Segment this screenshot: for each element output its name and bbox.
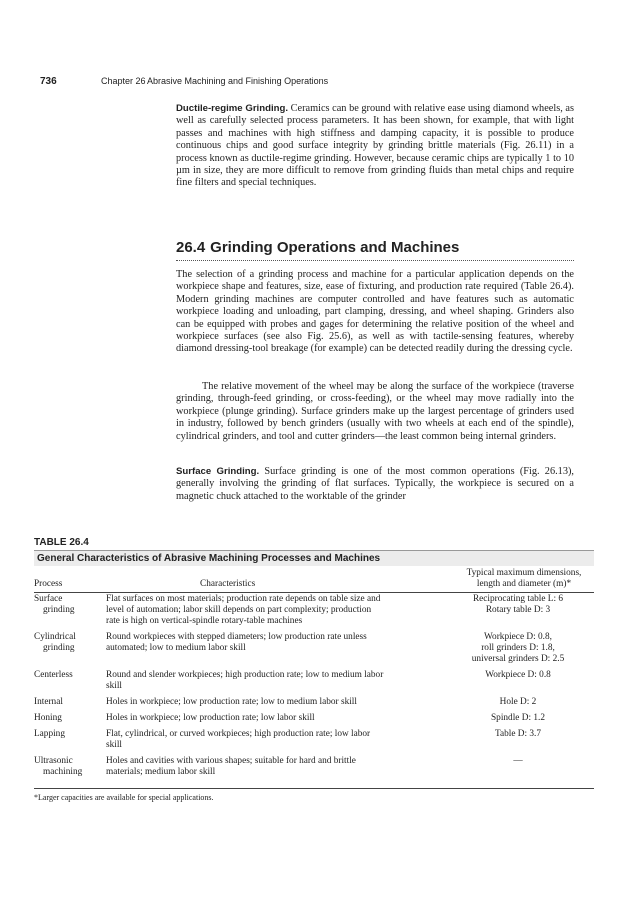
cell-characteristics: Holes and cavities with various shapes; suitable for hard and brittle materials; medium labor skill: [106, 756, 356, 777]
section-title: Grinding Operations and Machines: [210, 239, 460, 256]
paragraph-text: The relative movement of the wheel may be along the surface of the workpiece (traverse grinding, through-feed grinding, or cross-feeding), or the wheel may move radially into the workpiece (plunge grinding). Surface grinders make up the largest percentage of grinders used in industry, followed by bench grinders (usually with two wheels at each end of the spindle), cylindrical grinders, and tool and cutter grinders—the least common being internal grinders.: [176, 381, 574, 442]
paragraph-relative-movement: [176, 381, 574, 443]
cell-characteristics: Holes in workpiece; low production rate; low to medium labor skill: [106, 697, 357, 707]
col-header-dimensions: Typical maximum dimensions, length and diameter (m)*: [466, 568, 582, 589]
section-number: 26.4: [176, 239, 206, 256]
cell-characteristics: Round workpieces with stepped diameters; low production rate unless automated; low to medium labor skill: [106, 632, 367, 653]
cell-characteristics: Holes in workpiece; low production rate; low labor skill: [106, 713, 315, 723]
table-row: [34, 713, 594, 724]
table-header: [34, 570, 594, 593]
table-body: [34, 594, 594, 778]
paragraph-surface-grinding: [176, 466, 574, 503]
cell-dimensions: —: [513, 756, 523, 766]
running-header: [40, 76, 600, 87]
table-caption: General Characteristics of Abrasive Machining Processes and Machines: [34, 550, 594, 566]
cell-characteristics: Flat surfaces on most materials; production rate depends on table size and level of automation; labor skill depends on part complexity; production rate is high on vertical-spindle rotary-table machines: [106, 594, 381, 626]
cell-dimensions: Reciprocating table L: 6 Rotary table D: 3: [472, 594, 564, 615]
paragraph-text: Ceramics can be ground with relative ease using diamond wheels, as well as carefully selected process parameters. It has been shown, for example, that with light passes and machines with high stiffness and damping capacity, it is possible to produce continuous chips and good surface integrity by grinding brittle materials (Fig. 26.11) in a process known as ductile-regime grinding. However, because ceramic chips are typically 1 to 10 µm in size, they are more difficult to remove from grinding fluids than metal chips and require fine filters and special techniques.: [176, 103, 574, 189]
table-row: [34, 756, 594, 778]
cell-process: Honing: [34, 713, 62, 723]
cell-characteristics: Round and slender workpieces; high production rate; low to medium labor skill: [106, 670, 384, 691]
paragraph-text: Surface grinding is one of the most common operations (Fig. 26.13), generally involving the grinding of flat surfaces. Typically, the workpiece is secured on a magnetic chuck attached to the worktable of the grinder: [176, 466, 574, 502]
cell-process: Cylindrical grinding: [34, 632, 76, 653]
chapter-title: Abrasive Machining and Finishing Operations: [147, 76, 329, 86]
cell-dimensions: Workpiece D: 0.8: [485, 670, 551, 680]
table-footnote: *Larger capacities are available for special applications.: [34, 793, 214, 802]
section-heading: [176, 239, 574, 261]
chapter-label: Chapter 26: [101, 76, 146, 86]
runin-heading: Ductile-regime Grinding.: [176, 103, 288, 114]
cell-dimensions: Spindle D: 1.2: [491, 713, 545, 723]
cell-characteristics: Flat, cylindrical, or curved workpieces; high production rate; low labor skill: [106, 729, 371, 750]
col-header-process: Process: [34, 579, 63, 589]
table-label: TABLE 26.4: [34, 537, 89, 548]
table-26-4: [34, 570, 594, 778]
cell-dimensions: Table D: 3.7: [494, 729, 542, 739]
runin-heading: Surface Grinding.: [176, 466, 260, 477]
cell-process: Ultrasonic machining: [34, 756, 83, 777]
col-header-characteristics: Characteristics: [200, 579, 256, 589]
page-number: 736: [40, 76, 57, 87]
cell-process: Surface grinding: [34, 594, 75, 615]
cell-process: Lapping: [34, 729, 65, 739]
cell-process: Centerless: [34, 670, 73, 680]
cell-process: Internal: [34, 697, 63, 707]
table-row: [34, 729, 594, 751]
cell-dimensions: Hole D: 2: [499, 697, 537, 707]
paragraph-selection: The selection of a grinding process and machine for a particular application depends on the workpiece shape and features, size, ease of fixturing, and production rate required (Table 26.4). Modern grinding machines are computer controlled and have features such as automatic workpiece loading and unloading, part clamping, dressing, and wheel shaping. Grinders also can be equipped with probes and gages for determining the relative position of the wheel and workpiece surfaces (see also Fig. 25.6), as well as with tactile-sensing features, whereby diamond dressing-tool breakage (for example) can be detected readily during the dressing cycle.: [176, 269, 574, 355]
cell-dimensions: Workpiece D: 0.8, roll grinders D: 1.8, universal grinders D: 2.5: [471, 632, 565, 664]
paragraph-ductile-regime: [176, 103, 574, 190]
table-row: [34, 594, 594, 627]
table-bottom-rule: [34, 788, 594, 789]
table-row: [34, 632, 594, 665]
table-row: [34, 697, 594, 708]
table-row: [34, 670, 594, 692]
